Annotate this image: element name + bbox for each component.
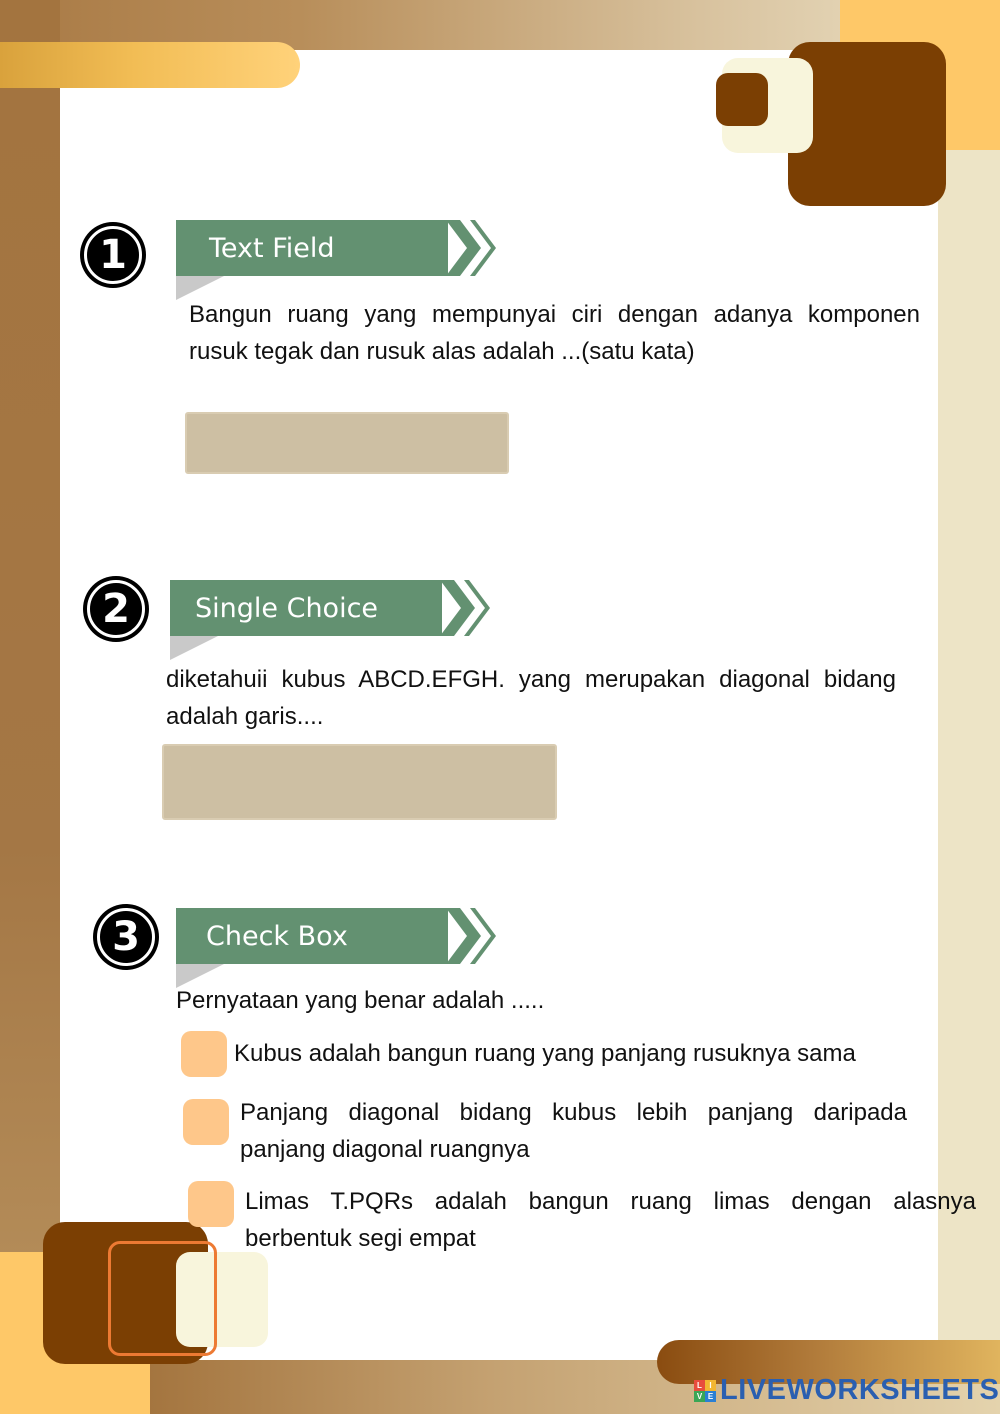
logo-mark-letter: I <box>705 1380 716 1391</box>
chevron-arrows-icon <box>440 580 490 636</box>
option-checkbox-1[interactable] <box>181 1031 227 1077</box>
ribbon-label-box <box>176 220 448 276</box>
answer-text-field-1[interactable] <box>185 412 509 474</box>
question-type-ribbon-3 <box>176 908 506 988</box>
question-number-badge-3 <box>93 904 159 970</box>
top-right-small-brown-square <box>716 73 768 126</box>
single-choice-dropdown-2[interactable] <box>162 744 557 820</box>
question-prompt-1: Bangun ruang yang mempunyai ciri dengan adanya komponen rusuk tegak dan rusuk alas adalah ...(satu kata) <box>189 301 920 365</box>
logo-mark-letter: V <box>694 1391 705 1402</box>
option-label-3: Limas T.PQRs adalah bangun ruang limas dengan alasnya berbentuk segi empat <box>245 1188 976 1252</box>
question-type-ribbon-2 <box>170 580 500 660</box>
question-type-ribbon-1 <box>176 220 506 300</box>
logo-mark-letter: E <box>705 1391 716 1402</box>
liveworksheets-mark-icon <box>694 1380 716 1402</box>
option-checkbox-2[interactable] <box>183 1099 229 1145</box>
left-decorative-band <box>0 0 60 1414</box>
liveworksheets-logo-text: LIVEWORKSHEETS <box>720 1374 1000 1406</box>
question-number-3: 3 <box>112 914 140 960</box>
question-prompt-2: diketahuii kubus ABCD.EFGH. yang merupakan diagonal bidang adalah garis.... <box>166 666 896 730</box>
question-type-label-1: Text Field <box>209 232 335 264</box>
question-number-2: 2 <box>102 586 130 632</box>
question-number-1: 1 <box>99 232 127 278</box>
top-left-gold-pill <box>0 42 300 88</box>
option-checkbox-3[interactable] <box>188 1181 234 1227</box>
bottom-left-orange-outline <box>108 1241 217 1356</box>
ribbon-fold <box>170 636 218 660</box>
liveworksheets-logo[interactable] <box>694 1374 999 1407</box>
selected-choice-value <box>164 746 555 790</box>
logo-mark-letter: L <box>694 1380 705 1391</box>
question-number-badge-2 <box>83 576 149 642</box>
option-label-2: Panjang diagonal bidang kubus lebih panjang daripada panjang diagonal ruangnya <box>240 1099 907 1163</box>
question-prompt-3: Pernyataan yang benar adalah ..... <box>176 987 545 1014</box>
chevron-arrows-icon <box>446 220 496 276</box>
ribbon-label-box <box>170 580 442 636</box>
question-number-badge-1 <box>80 222 146 288</box>
question-type-label-2: Single Choice <box>195 592 379 624</box>
option-label-1: Kubus adalah bangun ruang yang panjang rusuknya sama <box>234 1040 856 1067</box>
chevron-arrows-icon <box>446 908 496 964</box>
question-type-label-3: Check Box <box>206 920 348 952</box>
ribbon-label-box <box>176 908 448 964</box>
